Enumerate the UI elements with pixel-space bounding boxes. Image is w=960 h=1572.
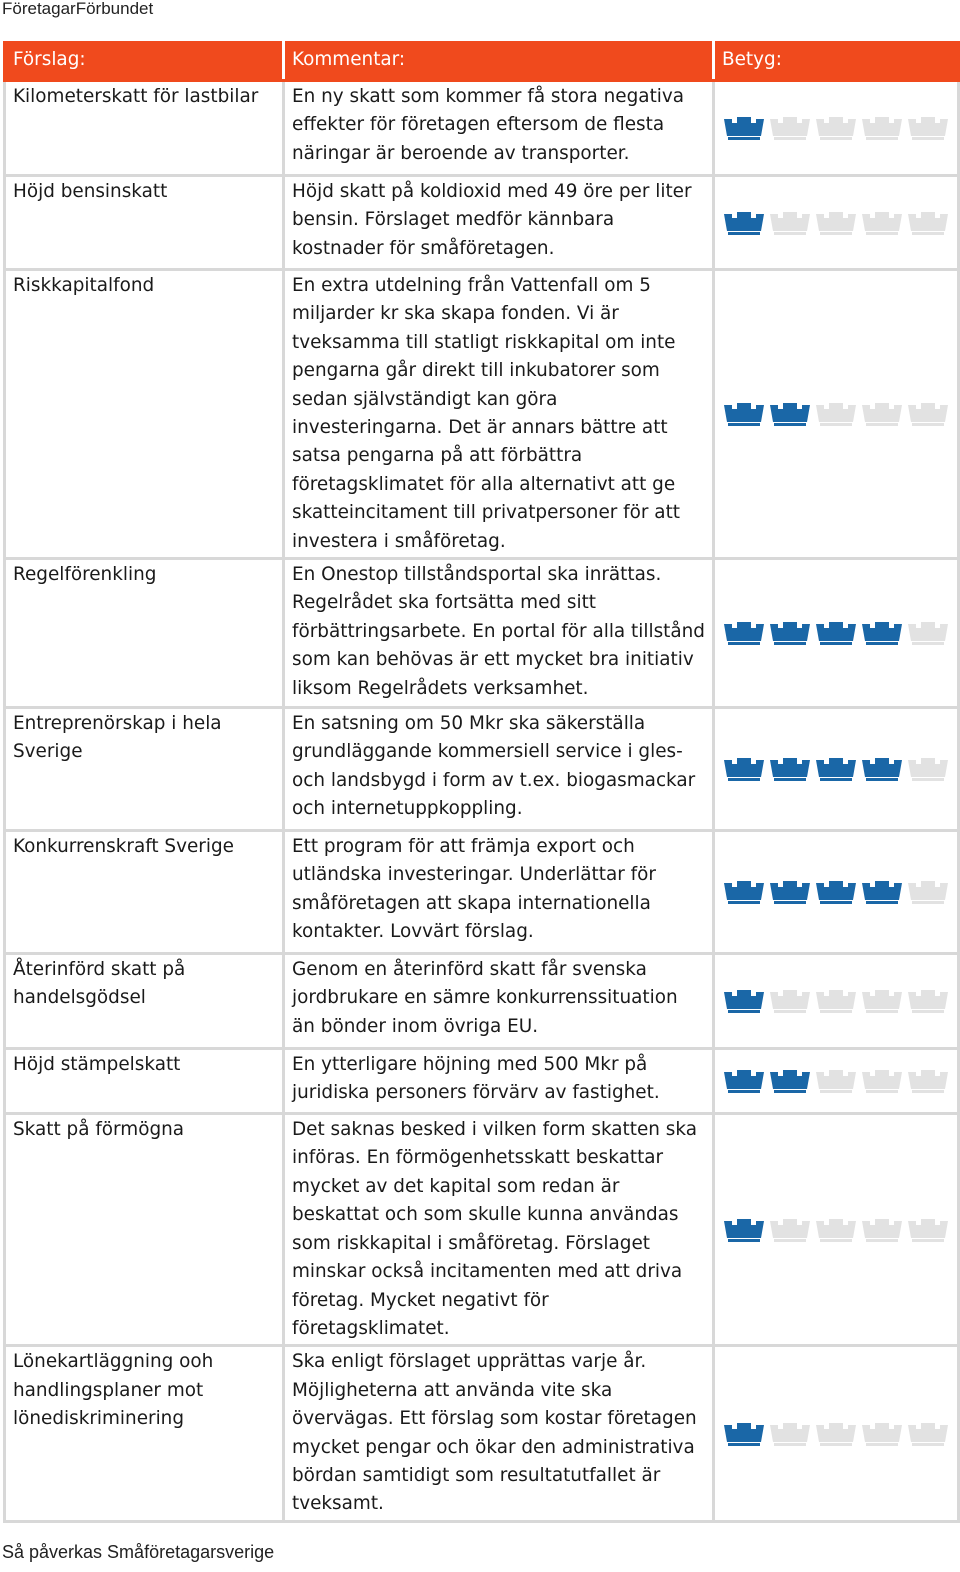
crown-empty-icon	[859, 1420, 905, 1448]
table-row	[5, 270, 959, 559]
crown-filled-icon	[721, 755, 767, 783]
crown-rating	[721, 617, 953, 649]
proposal-cell: Skatt på förmögna	[5, 1114, 284, 1346]
header-rating: Betyg:	[714, 43, 959, 81]
crown-filled-icon	[767, 619, 813, 647]
crown-rating	[721, 1214, 953, 1246]
comment-cell: En ytterligare höjning med 500 Mkr på juridiska personers förvärv av fastighet.	[284, 1049, 714, 1114]
table-row	[5, 954, 959, 1049]
rating-cell	[714, 270, 959, 559]
table-row	[5, 1049, 959, 1114]
crown-filled-icon	[813, 619, 859, 647]
crown-filled-icon	[721, 987, 767, 1015]
crown-filled-icon	[721, 1216, 767, 1244]
crown-filled-icon	[813, 755, 859, 783]
crown-filled-icon	[721, 209, 767, 237]
crown-rating	[721, 112, 953, 144]
rating-cell	[714, 81, 959, 176]
crown-empty-icon	[905, 987, 951, 1015]
rating-cell	[714, 176, 959, 270]
crown-rating	[721, 985, 953, 1017]
crown-filled-icon	[767, 755, 813, 783]
crown-empty-icon	[767, 114, 813, 142]
crown-rating	[721, 876, 953, 908]
proposal-cell: Riskkapitalfond	[5, 270, 284, 559]
crown-empty-icon	[905, 1420, 951, 1448]
rating-cell	[714, 708, 959, 831]
header-comment: Kommentar:	[284, 43, 714, 81]
table-row	[5, 831, 959, 954]
crown-rating	[721, 1065, 953, 1097]
crown-empty-icon	[905, 619, 951, 647]
crown-filled-icon	[721, 114, 767, 142]
crown-empty-icon	[813, 1067, 859, 1095]
header-proposal: Förslag:	[5, 43, 284, 81]
crown-filled-icon	[721, 1067, 767, 1095]
crown-filled-icon	[767, 400, 813, 428]
crown-empty-icon	[905, 400, 951, 428]
crown-filled-icon	[767, 878, 813, 906]
table-header-row	[5, 43, 959, 81]
comment-cell: Det saknas besked i vilken form skatten ska införas. En förmögenhetsskatt beskattar mycket av det kapital som redan är beskattat och som skulle kunna användas som riskkapital i småföretag. Förslaget minskar också incitamenten med att driva företag. Mycket negativt för företagsklimatet.	[284, 1114, 714, 1346]
crown-empty-icon	[905, 114, 951, 142]
crown-empty-icon	[767, 987, 813, 1015]
crown-empty-icon	[813, 209, 859, 237]
comment-cell: En Onestop tillståndsportal ska inrättas. Regelrådet ska fortsätta med sitt förbättringsarbete. En portal för alla tillstånd som kan behövas är ett mycket bra initiativ liksom Regelrådets verksamhet.	[284, 559, 714, 708]
page-header-brand: FöretagarFörbundet	[2, 0, 154, 18]
proposal-cell: Höjd bensinskatt	[5, 176, 284, 270]
rating-cell	[714, 831, 959, 954]
proposals-table	[3, 41, 960, 1523]
crown-empty-icon	[905, 878, 951, 906]
proposal-cell: Regelförenkling	[5, 559, 284, 708]
crown-filled-icon	[859, 878, 905, 906]
proposal-cell: Konkurrenskraft Sverige	[5, 831, 284, 954]
crown-empty-icon	[905, 209, 951, 237]
crown-filled-icon	[859, 619, 905, 647]
table-row	[5, 81, 959, 176]
crown-empty-icon	[859, 209, 905, 237]
crown-empty-icon	[813, 114, 859, 142]
crown-empty-icon	[859, 400, 905, 428]
crown-filled-icon	[721, 400, 767, 428]
rating-cell	[714, 1114, 959, 1346]
crown-filled-icon	[813, 878, 859, 906]
comment-cell: Ett program för att främja export och utländska investeringar. Underlättar för småföretagen att skapa internationella kontakter. Lovvärt förslag.	[284, 831, 714, 954]
table-body	[5, 81, 959, 1522]
table-row	[5, 176, 959, 270]
table-row	[5, 1114, 959, 1346]
proposal-cell: Kilometerskatt för lastbilar	[5, 81, 284, 176]
crown-empty-icon	[767, 1216, 813, 1244]
crown-empty-icon	[905, 1216, 951, 1244]
rating-cell	[714, 559, 959, 708]
proposal-cell: Entreprenörskap i hela Sverige	[5, 708, 284, 831]
crown-filled-icon	[767, 1067, 813, 1095]
comment-cell: En satsning om 50 Mkr ska säkerställa grundläggande kommersiell service i gles- och landsbygd i form av t.ex. biogasmackar och internetuppkoppling.	[284, 708, 714, 831]
rating-cell	[714, 954, 959, 1049]
crown-empty-icon	[767, 1420, 813, 1448]
crown-filled-icon	[721, 619, 767, 647]
comment-cell: Genom en återinförd skatt får svenska jordbrukare en sämre konkurrenssituation än bönder inom övriga EU.	[284, 954, 714, 1049]
crown-empty-icon	[813, 1420, 859, 1448]
page-footer: Så påverkas Småföretagarsverige	[2, 1542, 275, 1562]
comment-cell: Ska enligt förslaget upprättas varje år. Möjligheterna att använda vite ska övervägas. Ett förslag som kostar företagen mycket pengar och ökar den administrativa bördan samtidigt som resultatutfallet är tveksamt.	[284, 1346, 714, 1521]
crown-rating	[721, 398, 953, 430]
crown-empty-icon	[813, 1216, 859, 1244]
crown-filled-icon	[721, 878, 767, 906]
crown-empty-icon	[905, 1067, 951, 1095]
comment-cell: Höjd skatt på koldioxid med 49 öre per liter bensin. Förslaget medför kännbara kostnader för småföretagen.	[284, 176, 714, 270]
comment-cell: En ny skatt som kommer få stora negativa effekter för företagen eftersom de flesta näringar är beroende av transporter.	[284, 81, 714, 176]
crown-empty-icon	[767, 209, 813, 237]
crown-empty-icon	[813, 987, 859, 1015]
crown-empty-icon	[813, 400, 859, 428]
table-row	[5, 559, 959, 708]
crown-rating	[721, 1418, 953, 1450]
table-row	[5, 708, 959, 831]
proposal-cell: Återinförd skatt på handelsgödsel	[5, 954, 284, 1049]
crown-rating	[721, 753, 953, 785]
crown-filled-icon	[721, 1420, 767, 1448]
crown-empty-icon	[905, 755, 951, 783]
crown-empty-icon	[859, 1067, 905, 1095]
crown-empty-icon	[859, 1216, 905, 1244]
rating-cell	[714, 1346, 959, 1521]
crown-empty-icon	[859, 987, 905, 1015]
proposal-cell: Lönekartläggning ooh handlingsplaner mot lönediskriminering	[5, 1346, 284, 1521]
crown-empty-icon	[859, 114, 905, 142]
rating-cell	[714, 1049, 959, 1114]
table-row	[5, 1346, 959, 1521]
comment-cell: En extra utdelning från Vattenfall om 5 miljarder kr ska skapa fonden. Vi är tveksamma till statligt riskkapital om inte pengarna går direkt till inkubatorer som sedan självständigt kan göra investeringarna. Det är annars bättre att satsa pengarna på att förbättra företagsklimatet för alla alternativt att ge skatteincitament till privatpersoner för att investera i småföretag.	[284, 270, 714, 559]
crown-filled-icon	[859, 755, 905, 783]
crown-rating	[721, 207, 953, 239]
proposal-cell: Höjd stämpelskatt	[5, 1049, 284, 1114]
